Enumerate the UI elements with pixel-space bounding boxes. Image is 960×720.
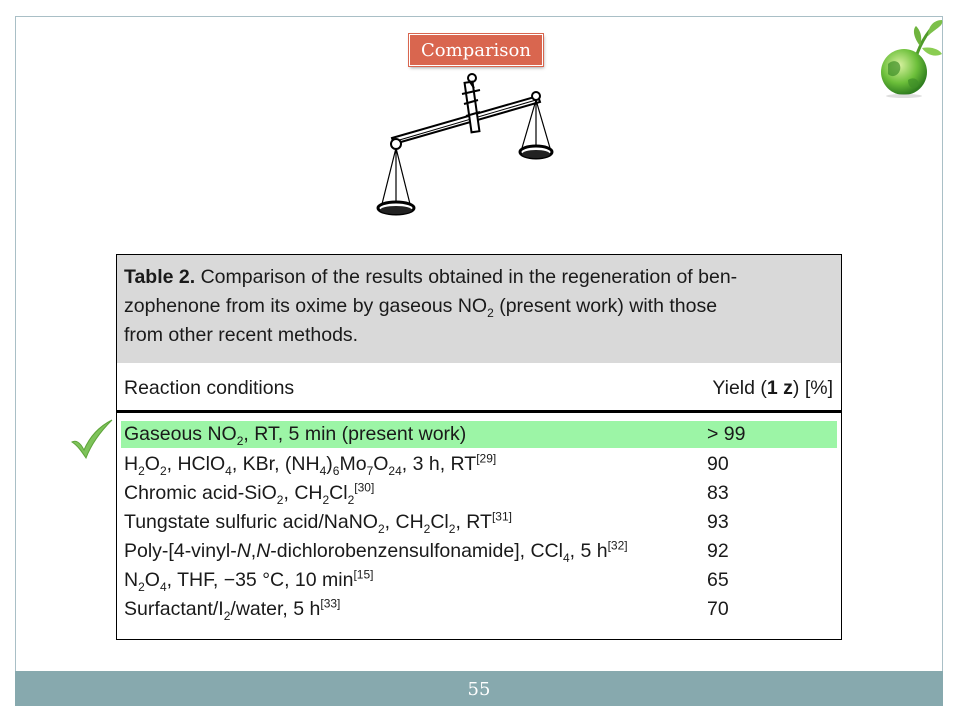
header-reaction-conditions: Reaction conditions xyxy=(124,377,295,399)
checkmark-icon xyxy=(70,418,114,460)
slide-title: Comparison xyxy=(409,34,543,66)
table-row-highlighted xyxy=(121,421,837,448)
row-yield: 83 xyxy=(707,482,729,504)
table-row xyxy=(117,479,841,508)
row-conditions: Chromic acid-SiO$_2$, $CH_2Cl_2[30]$ xyxy=(124,480,375,507)
table-row xyxy=(117,450,841,479)
row-yield: 70 xyxy=(707,598,729,620)
row-conditions: Gaseous $NO_2$, RT, 5 min (present work) xyxy=(124,423,467,448)
caption-text: Comparison of the results obtained in the regeneration of ben- xyxy=(195,266,738,288)
table-caption: Table 2. Comparison of the results obtained in the regeneration of ben- zophenone from its oxime by gaseous $NO_2$ (present work) with those from other recent methods. xyxy=(117,255,841,363)
table-row xyxy=(117,566,841,595)
table-body xyxy=(117,421,841,624)
row-yield: 65 xyxy=(707,569,729,591)
row-yield: 92 xyxy=(707,540,729,562)
page-number: 55 xyxy=(467,679,491,700)
header-rule xyxy=(117,410,841,413)
row-conditions: $H_2O_2$, HClO$_4$, KBr, $(NH_4)_6Mo_7O_{24}$, 3 h, RT[29] xyxy=(124,451,497,478)
row-yield: > 99 xyxy=(707,423,746,445)
footer-bar xyxy=(15,671,943,706)
row-conditions: Poly-[4-vinyl-N,N-dichlorobenzensulfonamide], CCl$_4$, 5 h[32] xyxy=(124,538,628,565)
table-row xyxy=(117,595,841,624)
comparison-table xyxy=(116,254,842,640)
balance-scale-icon xyxy=(370,72,560,222)
table-row xyxy=(117,537,841,566)
row-conditions: $N_2O_4$, THF, −35 °C, 10 min[15] xyxy=(124,567,374,594)
table-header xyxy=(117,363,841,411)
row-yield: 90 xyxy=(707,453,729,475)
row-yield: 93 xyxy=(707,511,729,533)
caption-label: Table 2. xyxy=(124,266,196,288)
header-yield: Yield (1 z) [%] xyxy=(712,377,833,399)
row-conditions: Surfactant/$I_2$/water, 5 h[33] xyxy=(124,596,341,623)
globe-leaf-icon xyxy=(874,18,946,98)
row-conditions: Tungstate sulfuric acid/NaNO$_2$, $CH_2Cl_2$, RT[31] xyxy=(124,509,512,536)
table-row xyxy=(117,508,841,537)
